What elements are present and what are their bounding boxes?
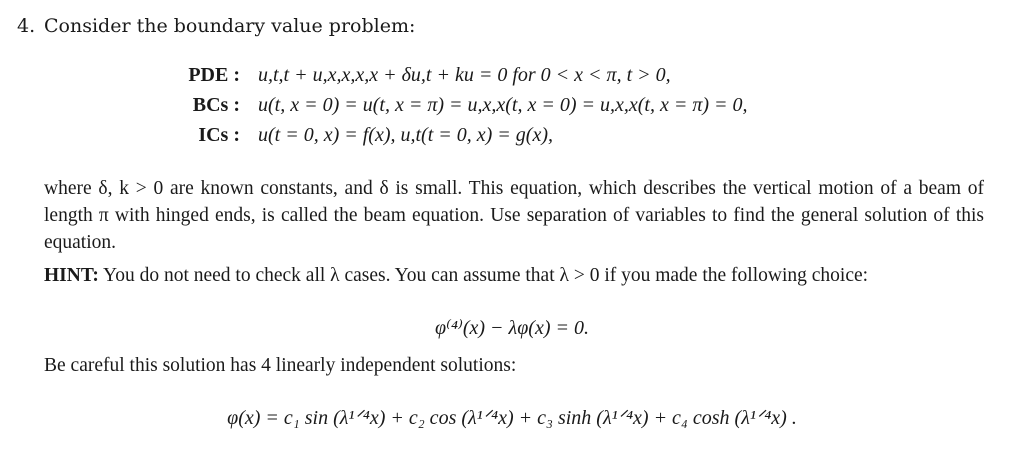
careful-paragraph: Be careful this solution has 4 linearly independent solutions: bbox=[44, 355, 517, 376]
ics-equation: u(t = 0, x) = f(x), u,t(t = 0, x) = g(x), bbox=[258, 124, 553, 146]
bcs-row bbox=[170, 94, 748, 124]
ics-row bbox=[170, 124, 748, 154]
bcs-equation: u(t, x = 0) = u(t, x = π) = u,x,x(t, x = 0) = u,x,x(t, x = π) = 0, bbox=[258, 94, 748, 116]
ode-equation: φ⁽⁴⁾(x) − λφ(x) = 0. bbox=[435, 317, 589, 339]
hint-label: HINT: bbox=[44, 265, 99, 286]
bcs-label: BCs : bbox=[192, 94, 240, 116]
equation-system bbox=[170, 64, 748, 154]
pde-equation: u,t,t + u,x,x,x,x + δu,t + ku = 0 for 0 < x < π, t > 0, bbox=[258, 64, 671, 86]
ics-label: ICs : bbox=[198, 124, 240, 146]
description-paragraph: where δ, k > 0 are known constants, and δ is small. This equation, which describes the vertical motion of a beam of length π with hinged ends, is called the beam equation. Use separation of variables to find the general solution of this equation. bbox=[44, 178, 984, 253]
pde-row bbox=[170, 64, 748, 94]
pde-label: PDE : bbox=[188, 64, 240, 86]
hint-paragraph bbox=[44, 262, 984, 289]
problem-number: 4. bbox=[17, 15, 36, 37]
problem-intro: Consider the boundary value problem: bbox=[44, 15, 416, 37]
general-solution-equation: φ(x) = c₁ sin (λ¹ᐟ⁴x) + c₂ cos (λ¹ᐟ⁴x) + c₃ sinh (λ¹ᐟ⁴x) + c₄ cosh (λ¹ᐟ⁴x) . bbox=[227, 407, 797, 429]
hint-text: You do not need to check all λ cases. You can assume that λ > 0 if you made the following choice: bbox=[98, 265, 869, 286]
